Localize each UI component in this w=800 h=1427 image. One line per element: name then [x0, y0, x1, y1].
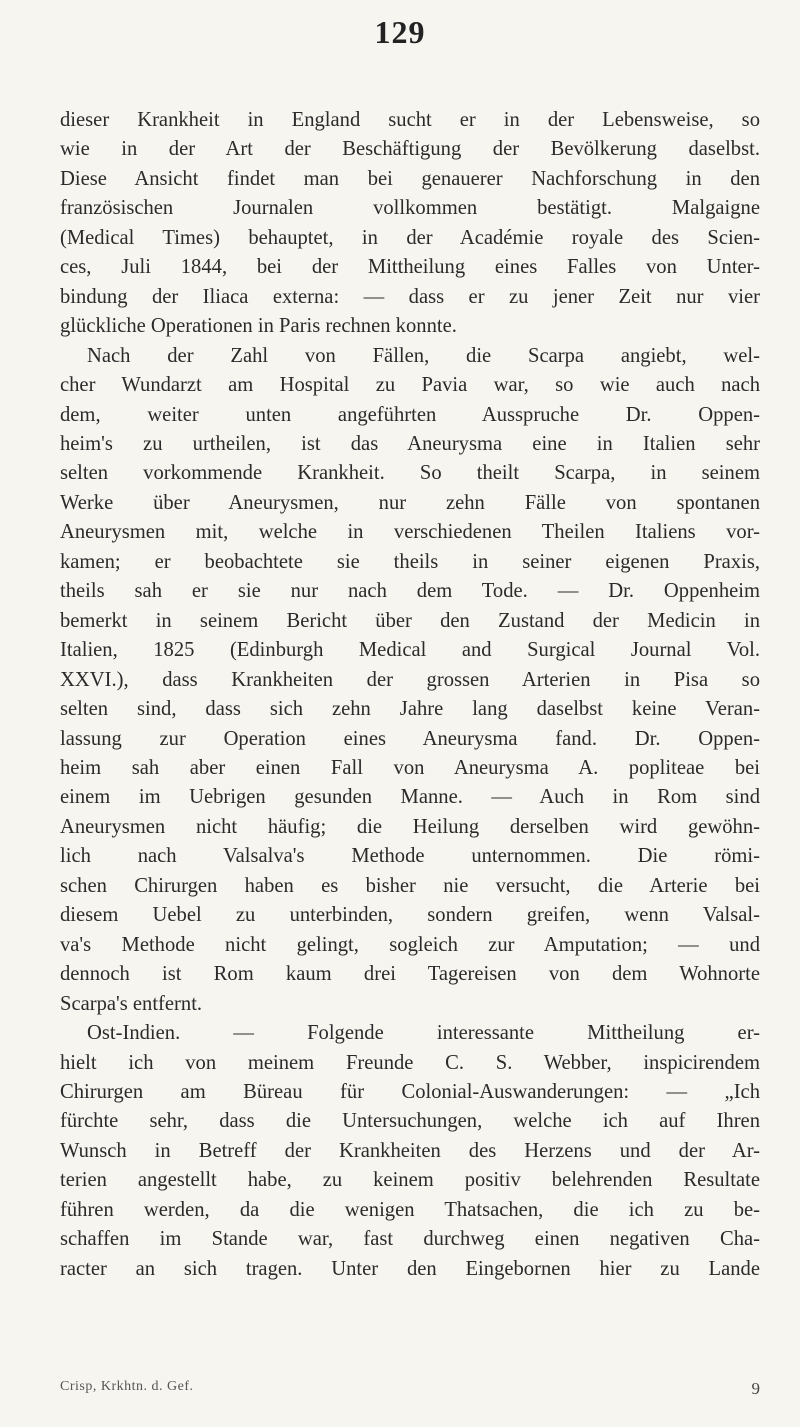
- text-line: va's Methode nicht gelingt, sogleich zur Amputation; — und: [60, 933, 760, 956]
- text-line: Aneurysmen nicht häufig; die Heilung derselben wird gewöhn-: [60, 815, 760, 838]
- text-line: dem, weiter unten angeführten Ausspruche Dr. Oppen-: [60, 403, 760, 426]
- text-line: französischen Journalen vollkommen bestätigt. Malgaigne: [60, 197, 760, 220]
- text-line: Aneurysmen mit, welche in verschiedenen Theilen Italiens vor-: [60, 521, 760, 544]
- text-line: wie in der Art der Beschäftigung der Bevölkerung daselbst.: [60, 138, 760, 161]
- text-line: Diese Ansicht findet man bei genauerer Nachforschung in den: [60, 167, 760, 190]
- text-line: (Medical Times) behauptet, in der Académie royale des Scien-: [60, 226, 760, 249]
- text-line: Wunsch in Betreff der Krankheiten des Herzens und der Ar-: [60, 1139, 760, 1162]
- text-line: schaffen im Stande war, fast durchweg einen negativen Cha-: [60, 1228, 760, 1251]
- text-line: glückliche Operationen in Paris rechnen konnte.: [60, 315, 457, 338]
- sheet-number: 9: [751, 1379, 760, 1398]
- text-line: fürchte sehr, dass die Untersuchungen, welche ich auf Ihren: [60, 1110, 760, 1133]
- text-line: ces, Juli 1844, bei der Mittheilung eines Falles von Unter-: [60, 256, 760, 279]
- text-line: Werke über Aneurysmen, nur zehn Fälle von spontanen: [60, 491, 760, 514]
- page-footer: [60, 1379, 760, 1401]
- text-line: XXVI.), dass Krankheiten der grossen Arterien in Pisa so: [60, 668, 760, 691]
- text-line: Italien, 1825 (Edinburgh Medical and Surgical Journal Vol.: [60, 639, 760, 662]
- text-line: heim sah aber einen Fall von Aneurysma A. popliteae bei: [60, 756, 760, 779]
- printer-signature: Crisp, Krkhtn. d. Gef.: [60, 1379, 194, 1394]
- text-line: selten sind, dass sich zehn Jahre lang daselbst keine Veran-: [60, 698, 760, 721]
- text-line: racter an sich tragen. Unter den Eingebornen hier zu Lande: [60, 1257, 760, 1280]
- text-line: theils sah er sie nur nach dem Tode. — Dr. Oppenheim: [60, 580, 760, 603]
- text-line: dennoch ist Rom kaum drei Tagereisen von dem Wohnorte: [60, 963, 760, 986]
- text-line: Scarpa's entfernt.: [60, 992, 203, 1015]
- text-line: führen werden, da die wenigen Thatsachen, die ich zu be-: [60, 1198, 760, 1221]
- text-line: terien angestellt habe, zu keinem positiv belehrenden Resultate: [60, 1169, 760, 1192]
- text-line: Nach der Zahl von Fällen, die Scarpa angiebt, wel-: [87, 344, 760, 367]
- body-text: [60, 106, 760, 1284]
- text-line: hielt ich von meinem Freunde C. S. Webber, inspicirendem: [60, 1051, 760, 1074]
- text-line: kamen; er beobachtete sie theils in seiner eigenen Praxis,: [60, 550, 760, 573]
- text-line: Chirurgen am Büreau für Colonial-Auswanderungen: — „Ich: [60, 1080, 760, 1103]
- text-line: dieser Krankheit in England sucht er in der Lebensweise, so: [60, 109, 760, 131]
- text-line: cher Wundarzt am Hospital zu Pavia war, so wie auch nach: [60, 374, 760, 397]
- text-line: lich nach Valsalva's Methode unternommen. Die römi-: [60, 845, 760, 868]
- page-number: 129: [374, 14, 426, 50]
- text-line: lassung zur Operation eines Aneurysma fand. Dr. Oppen-: [60, 727, 760, 750]
- text-line: diesem Uebel zu unterbinden, sondern greifen, wenn Valsal-: [60, 904, 760, 927]
- text-line: schen Chirurgen haben es bisher nie versucht, die Arterie bei: [60, 874, 760, 897]
- text-line: Ost-Indien. — Folgende interessante Mittheilung er-: [87, 1022, 760, 1045]
- text-line: heim's zu urtheilen, ist das Aneurysma eine in Italien sehr: [60, 432, 760, 455]
- text-line: bemerkt in seinem Bericht über den Zustand der Medicin in: [60, 609, 760, 632]
- text-line: einem im Uebrigen gesunden Manne. — Auch in Rom sind: [60, 786, 760, 809]
- text-line: selten vorkommende Krankheit. So theilt Scarpa, in seinem: [60, 462, 760, 485]
- text-line: bindung der Iliaca externa: — dass er zu jener Zeit nur vier: [60, 285, 760, 308]
